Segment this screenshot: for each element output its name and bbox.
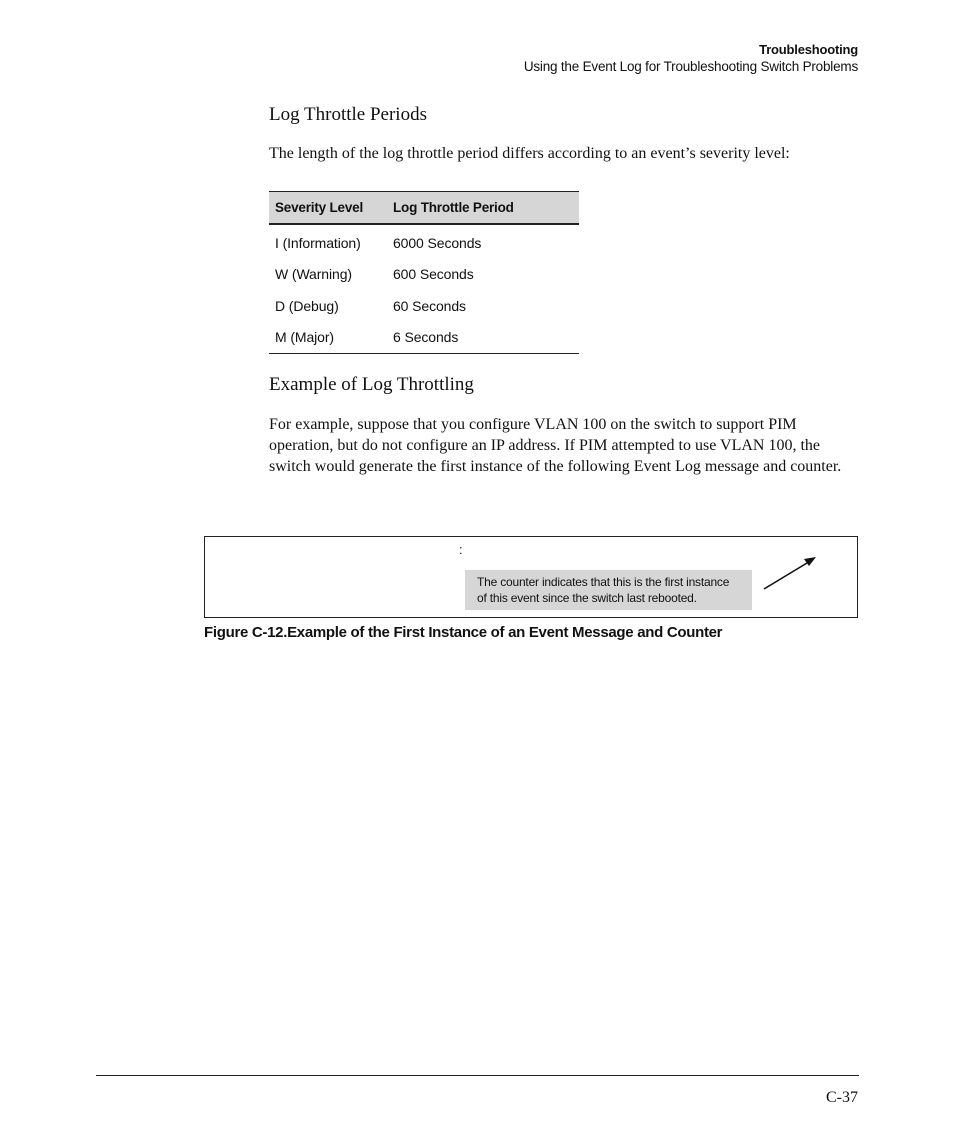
example-paragraph: For example, suppose that you configure VLAN 100 on the switch to support PIM operation, but do not configure an IP address. If PIM attempted to use VLAN 100, the switch would generate the first instance of the following Event Log message and counter. — [269, 416, 842, 475]
table-row — [269, 224, 579, 259]
table-header-row — [269, 192, 579, 225]
period-cell: 60 Seconds — [393, 297, 466, 314]
footer-divider — [96, 1075, 859, 1076]
figure-colon: : — [459, 542, 463, 557]
callout-line-2: of this event since the switch last rebooted. — [477, 591, 697, 605]
period-cell: 6 Seconds — [387, 322, 579, 354]
column-header-period: Log Throttle Period — [387, 192, 579, 225]
severity-cell: I (Information) — [275, 234, 361, 251]
period-cell: 6000 Seconds — [393, 234, 482, 251]
callout-arrow-icon — [761, 553, 819, 593]
figure-frame — [204, 536, 858, 618]
log-throttle-intro: The length of the log throttle period differs according to an event’s severity level: — [269, 145, 790, 162]
period-cell: 600 Seconds — [393, 266, 474, 283]
severity-cell: W (Warning) — [275, 266, 352, 283]
example-heading: Example of Log Throttling — [269, 374, 474, 395]
table-row — [269, 290, 579, 322]
log-throttle-heading: Log Throttle Periods — [269, 104, 427, 125]
header-section-title: Troubleshooting — [759, 42, 858, 57]
table-row — [269, 322, 579, 354]
header-subtitle: Using the Event Log for Troubleshooting Switch Problems — [523, 59, 858, 74]
severity-cell: D (Debug) — [275, 297, 339, 314]
counter-callout — [465, 570, 752, 610]
column-header-severity: Severity Level — [269, 192, 387, 225]
page-number: C-37 — [826, 1089, 858, 1106]
callout-line-1: The counter indicates that this is the first instance — [477, 575, 730, 589]
running-header — [524, 41, 858, 76]
severity-cell: M (Major) — [269, 322, 387, 354]
figure-caption: Figure C-12.Example of the First Instance of an Event Message and Counter — [204, 624, 723, 641]
table-row — [269, 259, 579, 291]
throttle-table — [269, 191, 579, 354]
